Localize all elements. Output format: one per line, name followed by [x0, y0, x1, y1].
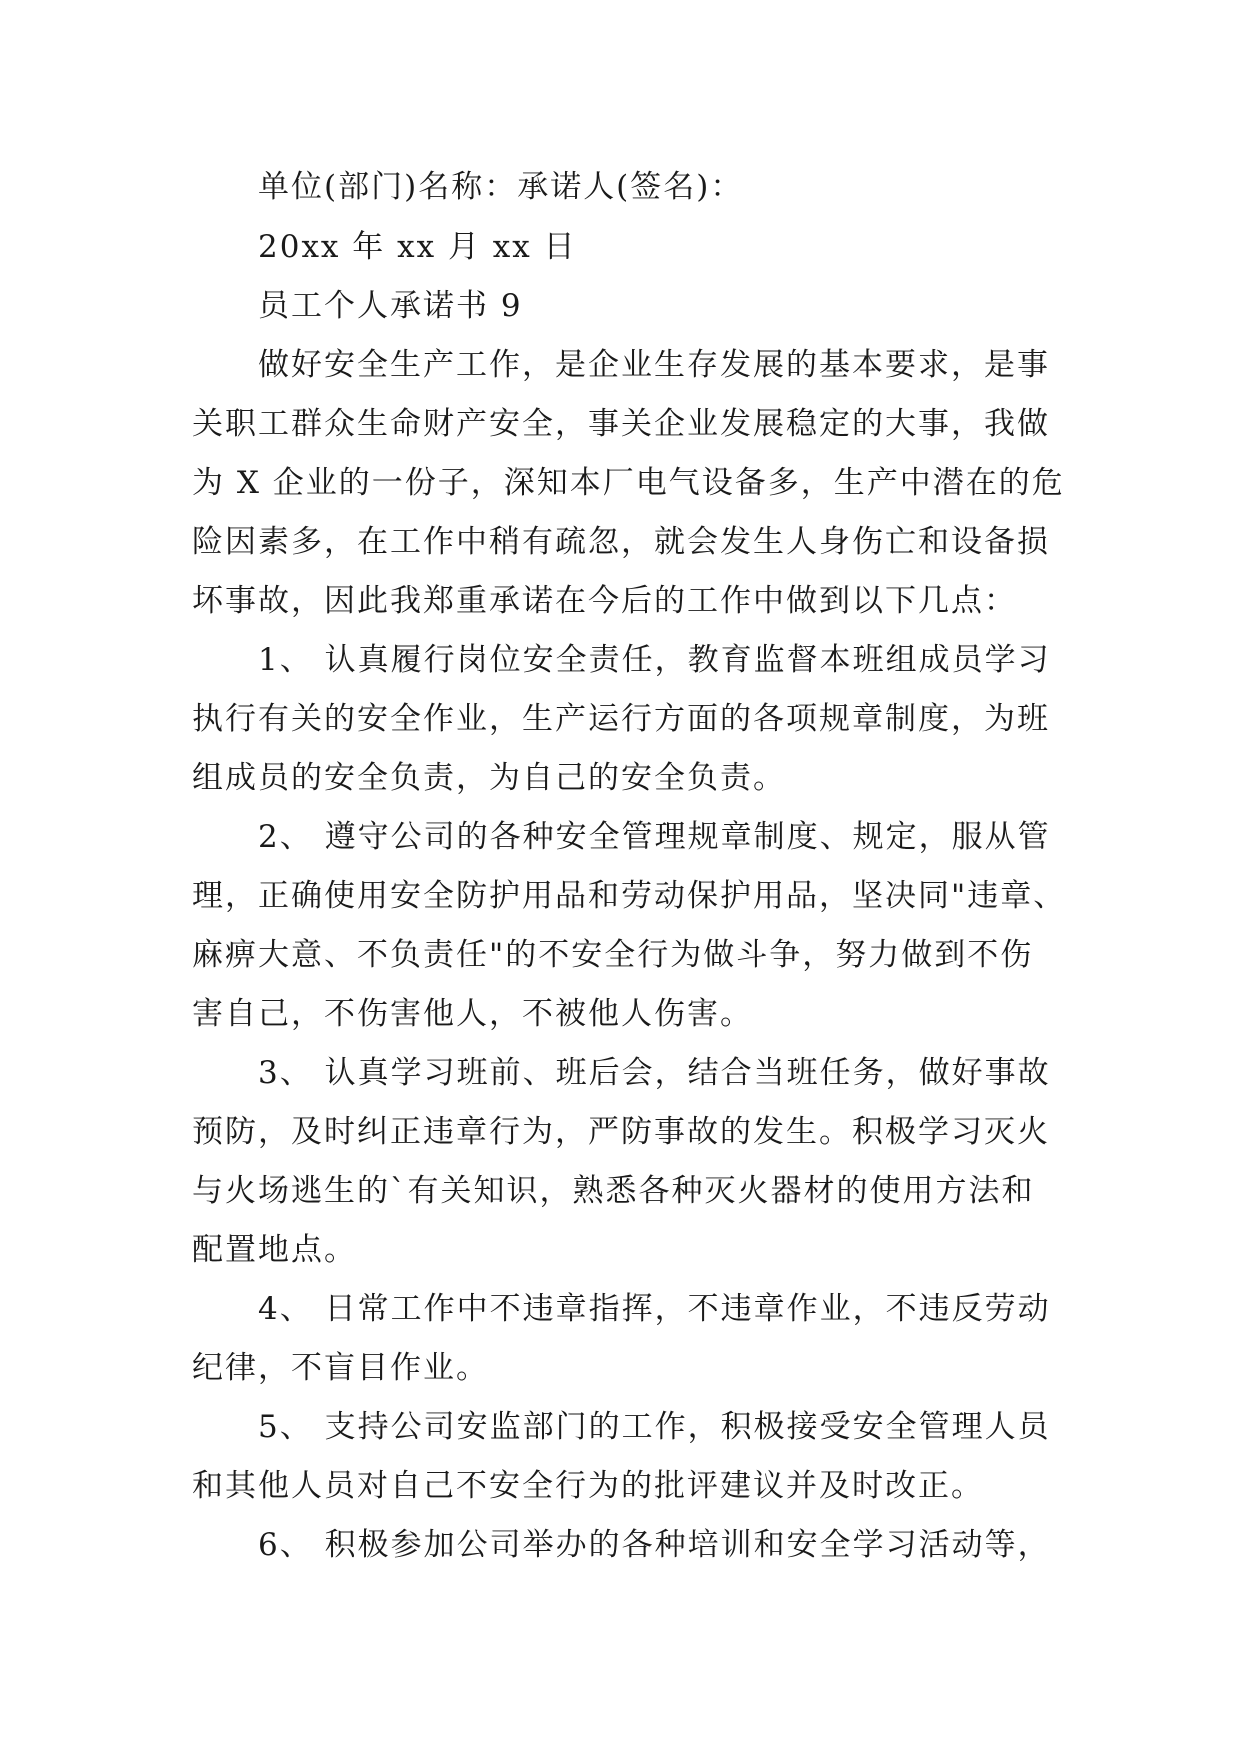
item-5-line: 5、 支持公司安监部门的工作，积极接受安全管理人员	[258, 1409, 1051, 1445]
paragraph-line: 关职工群众生命财产安全，事关企业发展稳定的大事，我做	[192, 406, 1050, 442]
item-5-line: 和其他人员对自己不安全行为的批评建议并及时改正。	[192, 1468, 984, 1504]
item-2-line: 2、 遵守公司的各种安全管理规章制度、规定，服从管	[258, 819, 1051, 855]
item-1-line: 组成员的安全负责，为自己的安全负责。	[192, 760, 786, 796]
document-heading: 员工个人承诺书 9	[258, 288, 523, 324]
item-3-line: 配置地点。	[192, 1232, 357, 1268]
item-6-line: 6、 积极参加公司举办的各种培训和安全学习活动等，	[258, 1527, 1051, 1563]
paragraph-line: 坏事故，因此我郑重承诺在今后的工作中做到以下几点：	[192, 583, 1017, 619]
item-3-line: 与火场逃生的`有关知识，熟悉各种灭火器材的使用方法和	[192, 1173, 1035, 1209]
paragraph-line: 为 X 企业的一份子，深知本厂电气设备多，生产中潜在的危	[192, 465, 1065, 501]
item-4-line: 4、 日常工作中不违章指挥，不违章作业，不违反劳动	[258, 1291, 1051, 1327]
paragraph-line: 险因素多，在工作中稍有疏忽，就会发生人身伤亡和设备损	[192, 524, 1050, 560]
item-2-line: 害自己，不伤害他人，不被他人伤害。	[192, 996, 753, 1032]
item-3-line: 预防，及时纠正违章行为，严防事故的发生。积极学习灭火	[192, 1114, 1050, 1150]
item-2-line: 理，正确使用安全防护用品和劳动保护用品，坚决同"违章、	[192, 878, 1067, 914]
signature-line: 单位(部门)名称：承诺人(签名)：	[258, 169, 744, 205]
date-line: 20xx 年 xx 月 xx 日	[258, 229, 577, 265]
item-1-line: 执行有关的安全作业，生产运行方面的各项规章制度，为班	[192, 701, 1050, 737]
item-3-line: 3、 认真学习班前、班后会，结合当班任务，做好事故	[258, 1055, 1051, 1091]
item-2-line: 麻痹大意、不负责任"的不安全行为做斗争，努力做到不伤	[192, 937, 1034, 973]
paragraph-line: 做好安全生产工作，是企业生存发展的基本要求，是事	[258, 347, 1050, 383]
item-4-line: 纪律，不盲目作业。	[192, 1350, 489, 1386]
item-1-line: 1、 认真履行岗位安全责任，教育监督本班组成员学习	[258, 642, 1051, 678]
